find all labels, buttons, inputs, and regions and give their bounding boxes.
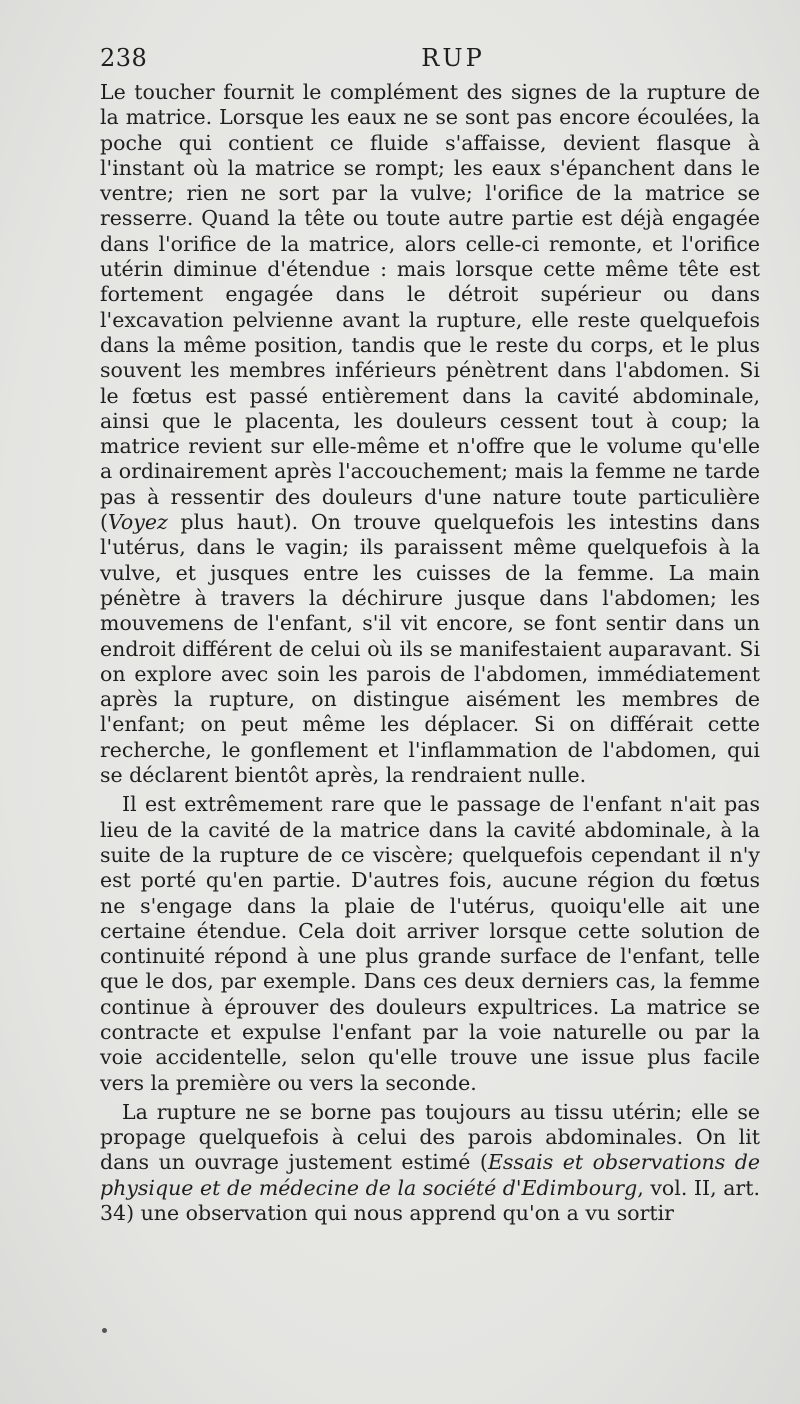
italic-citation: Essais et observations de physique et de médecine de la société d'Edimbourg (100, 1150, 760, 1200)
paragraph-text: La rupture ne se borne pas toujours au tissu utérin; elle se propage quelquefois à celui des parois abdominales. On lit dans un ouvrage justement estimé ( (100, 1099, 760, 1175)
paragraph-text: Le toucher fournit le complément des signes de la rupture de la matrice. Lorsque les eaux ne se sont pas encore écoulées, la poche qui contient ce fluide s'affaisse, devient flasque à l'instant où la matrice se rompt; les eaux s'épanchent dans le ventre; rien ne sort par la vulve; l'orifice de la matrice se resserre. Quand la tête ou toute autre partie est déjà engagée dans l'orifice de la matrice, alors celle-ci remonte, et l'orifice utérin diminue d'étendue : mais lorsque cette même tête est fortement engagée dans le détroit supérieur ou dans l'excavation pelvienne avant la rupture, elle reste quelquefois dans la même position, tandis que le reste du corps, et le plus souvent les membres inférieurs pénètrent dans l'abdomen. Si le fœtus est passé entièrement dans la cavité abdominale, ainsi que le placenta, les douleurs cessent tout à coup; la matrice revient sur elle-même et n'offre que le volume qu'elle a ordinairement après l'accouchement; mais la femme ne tarde pas à ressentir des douleurs d'une nature toute particulière ( (100, 80, 760, 535)
paragraph-2 (100, 792, 760, 1096)
page-header (100, 44, 760, 82)
paragraph-text-continued: plus haut). On trouve quelquefois les intestins dans l'utérus, dans le vagin; ils paraissent même quelquefois à la vulve, et jusques entre les cuisses de la femme. La main pénètre à travers la déchirure jusque dans l'abdomen; les mouvemens de l'enfant, s'il vit encore, se font sentir dans un endroit différent de celui où ils se manifestaient auparavant. Si on explore avec soin les parois de l'abdomen, immédiatement après la rupture, on distingue aisément les membres de l'enfant; on peut même les déplacer. Si on différait cette recherche, le gonflement et l'inflammation de l'abdomen, qui se déclarent bientôt après, la rendraient nulle. (100, 510, 760, 788)
running-head: RUP (421, 44, 485, 72)
paragraph-1 (100, 80, 760, 788)
paragraph-text-continued: , vol. II, art. 34) une observation qui nous apprend qu'on a vu sortir (100, 1175, 760, 1226)
paragraph-text: Il est extrêmement rare que le passage de l'enfant n'ait pas lieu de la cavité de la matrice dans la cavité abdominale, à la suite de la rupture de ce viscère; quelquefois cependant il n'y est porté qu'en partie. D'autres fois, aucune région du fœtus ne s'engage dans la plaie de l'utérus, quoiqu'elle ait une certaine étendue. Cela doit arriver lorsque cette solution de continuité répond à une plus grande surface de l'enfant, telle que le dos, par exemple. Dans ces deux derniers cas, la femme continue à éprouver des douleurs expultrices. La matrice se contracte et expulse l'enfant par la voie naturelle ou par la voie accidentelle, selon qu'elle trouve une issue plus facile vers la première ou vers la seconde. (100, 792, 760, 1095)
body-text (100, 80, 760, 1230)
italic-reference: Voyez (108, 510, 168, 535)
page-number: 238 (100, 44, 148, 72)
paragraph-3 (100, 1100, 760, 1226)
ink-spot (102, 1328, 107, 1333)
